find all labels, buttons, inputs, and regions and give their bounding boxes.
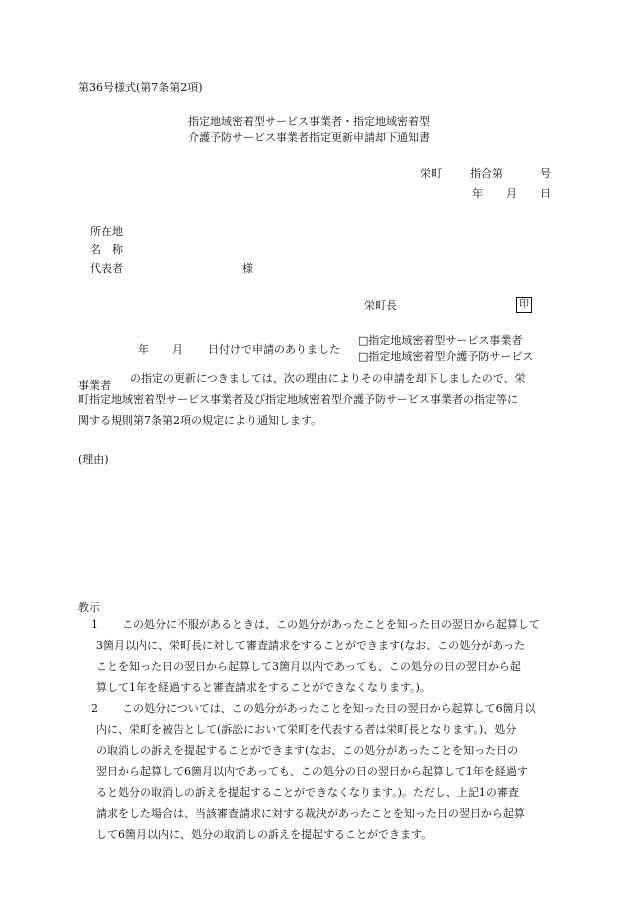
notice-item2-line: 請求をした場合は、当該審査請求に対する裁決があったことを知った日の翌日から起算 bbox=[96, 807, 525, 820]
doc-number-prefix: 指合第 bbox=[470, 167, 503, 180]
notice-item2-line: 内に、栄町を被告として(訴訟において栄町を代表する者は栄町長となります。)、処分 bbox=[96, 723, 517, 736]
body-line2: 町指定地域密着型サービス事業者及び指定地域密着型介護予防サービス事業者の指定等に bbox=[78, 393, 518, 406]
notice-item2-number: 2 bbox=[91, 702, 98, 715]
title-line2: 介護予防サービス事業者指定更新申請却下通知書 bbox=[188, 131, 430, 144]
notice-heading: 教示 bbox=[78, 601, 100, 614]
recipient-address-label: 所在地 bbox=[90, 225, 123, 238]
notice-item1-line: 3箇月以内に、栄町長に対して審査請求をすることができます(なお、この処分があった bbox=[96, 639, 526, 652]
doc-date-year: 年 bbox=[472, 187, 483, 200]
title-line1: 指定地域密着型サービス事業者・指定地域密着型 bbox=[188, 115, 430, 128]
body-year: 年 bbox=[138, 343, 149, 356]
notice-item2-line: ると処分の取消しの訴えを提起することができなくなります。)。ただし、上記1の審査 bbox=[96, 786, 519, 799]
notice-item2-line: して6箇月以内に、処分の取消しの訴えを提起することができます。 bbox=[96, 828, 433, 841]
doc-date-day: 日 bbox=[540, 187, 551, 200]
form-number: 第36号様式(第7条第2項) bbox=[78, 81, 203, 94]
body-line1: の指定の更新につきましては、次の理由によりその申請を却下しましたので、栄 bbox=[130, 372, 526, 385]
body-month: 月 bbox=[172, 343, 183, 356]
notice-item1-number: 1 bbox=[91, 618, 98, 631]
body-option-suffix: 事業者 bbox=[78, 379, 111, 392]
option-prevention-provider: □指定地域密着型介護予防サービス bbox=[358, 350, 534, 363]
doc-number-suffix: 号 bbox=[540, 167, 551, 180]
doc-issuer: 栄町 bbox=[420, 167, 442, 180]
recipient-rep-label: 代表者 bbox=[90, 262, 123, 275]
body-line3: 関する規則第7条第2項の規定により通知します。 bbox=[78, 414, 323, 427]
recipient-honorific: 様 bbox=[242, 262, 253, 275]
body-date-phrase: 日付けで申請のありました bbox=[208, 343, 340, 356]
seal-mark: 印 bbox=[516, 297, 532, 313]
option-service-provider: □指定地域密着型サービス事業者 bbox=[358, 334, 523, 347]
notice-item2-line: この処分については、この処分があったことを知った日の翌日から起算して6箇月以 bbox=[122, 702, 536, 715]
reason-label: (理由) bbox=[78, 453, 109, 466]
notice-item1-line: 算して1年を経過すると審査請求をすることができなくなります。)。 bbox=[96, 681, 431, 694]
doc-date-month: 月 bbox=[506, 187, 517, 200]
notice-item1-line: この処分に不服があるときは、この処分があったことを知った日の翌日から起算して bbox=[122, 618, 540, 631]
notice-item2-line: 翌日から起算して6箇月以内であっても、この処分の日の翌日から起算して1年を経過す bbox=[96, 765, 528, 778]
notice-item1-line: ことを知った日の翌日から起算して3箇月以内であっても、この処分の日の翌日から起 bbox=[96, 660, 521, 673]
sender-title: 栄町長 bbox=[364, 299, 397, 312]
notice-item2-line: の取消しの訴えを提起することができます(なお、この処分があったことを知った日の bbox=[96, 744, 519, 757]
recipient-name-label: 名 称 bbox=[90, 243, 123, 256]
